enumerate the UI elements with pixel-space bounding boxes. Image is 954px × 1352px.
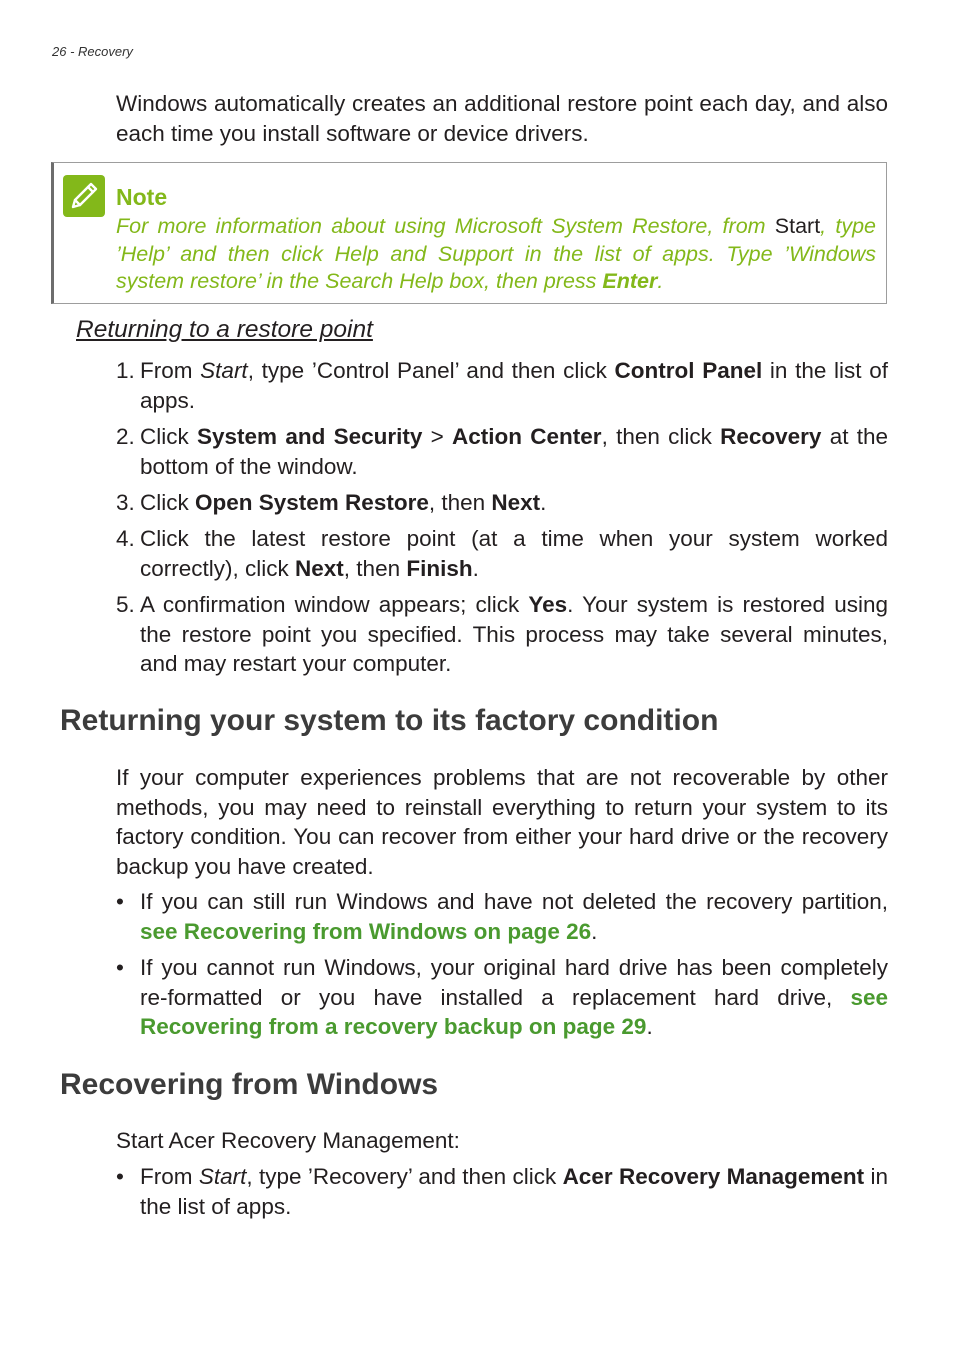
note-title: Note: [116, 184, 168, 210]
heading-recovering-from-windows: Recovering from Windows: [60, 1068, 439, 1101]
windows-paragraph: Start Acer Recovery Management:: [116, 1128, 460, 1153]
list-item: 1. From Start, type ’Control Panel’ and then click Control Panel in the list of apps.: [116, 358, 888, 413]
list-item: • If you can still run Windows and have not deleted the recovery partition, see Recovering from Windows on page 26.: [116, 889, 888, 944]
note-body: For more information about using Microsoft System Restore, from Start, type ’Help’ and then click Help and Support in the list of apps. Type ’Windows system restore’ in the Search Help box, then press Enter.: [116, 214, 876, 293]
pencil-icon: [63, 175, 105, 217]
list-item: 4. Click the latest restore point (at a time when your system worked correctly), click Next, then Finish.: [116, 526, 888, 581]
subheading-restore-point: Returning to a restore point: [76, 316, 373, 343]
factory-paragraph: If your computer experiences problems that are not recoverable by other methods, you may need to reinstall everything to return your system to its factory condition. You can recover from either your hard drive or the recovery backup you have created.: [116, 765, 888, 879]
enter-key: Enter: [602, 269, 658, 293]
list-item: 3. Click Open System Restore, then Next.: [116, 490, 547, 515]
list-item: • From Start, type ’Recovery’ and then click Acer Recovery Management in the list of apps.: [116, 1164, 889, 1219]
heading-factory-condition: Returning your system to its factory condition: [60, 704, 719, 737]
list-item: • If you cannot run Windows, your original hard drive has been completely re-formatted or you have installed a replacement hard drive, see Recovering from a recovery backup on page 29.: [116, 955, 888, 1039]
list-item: 5. A confirmation window appears; click Yes. Your system is restored using the restore point you specified. This process may take several minutes, and may restart your computer.: [116, 592, 888, 676]
intro-paragraph: Windows automatically creates an additional restore point each day, and also each time you install software or device drivers.: [116, 91, 888, 146]
list-item: 2. Click System and Security > Action Center, then click Recovery at the bottom of the window.: [116, 424, 889, 479]
start-term: Start: [774, 214, 821, 238]
link-recovering-from-windows[interactable]: see Recovering from Windows on page 26: [140, 918, 592, 944]
running-head: 26 - Recovery: [52, 44, 133, 59]
note-box: [51, 162, 887, 304]
link-recovering-from-backup[interactable]: see Recovering from a recovery backup on page 29: [140, 984, 888, 1039]
